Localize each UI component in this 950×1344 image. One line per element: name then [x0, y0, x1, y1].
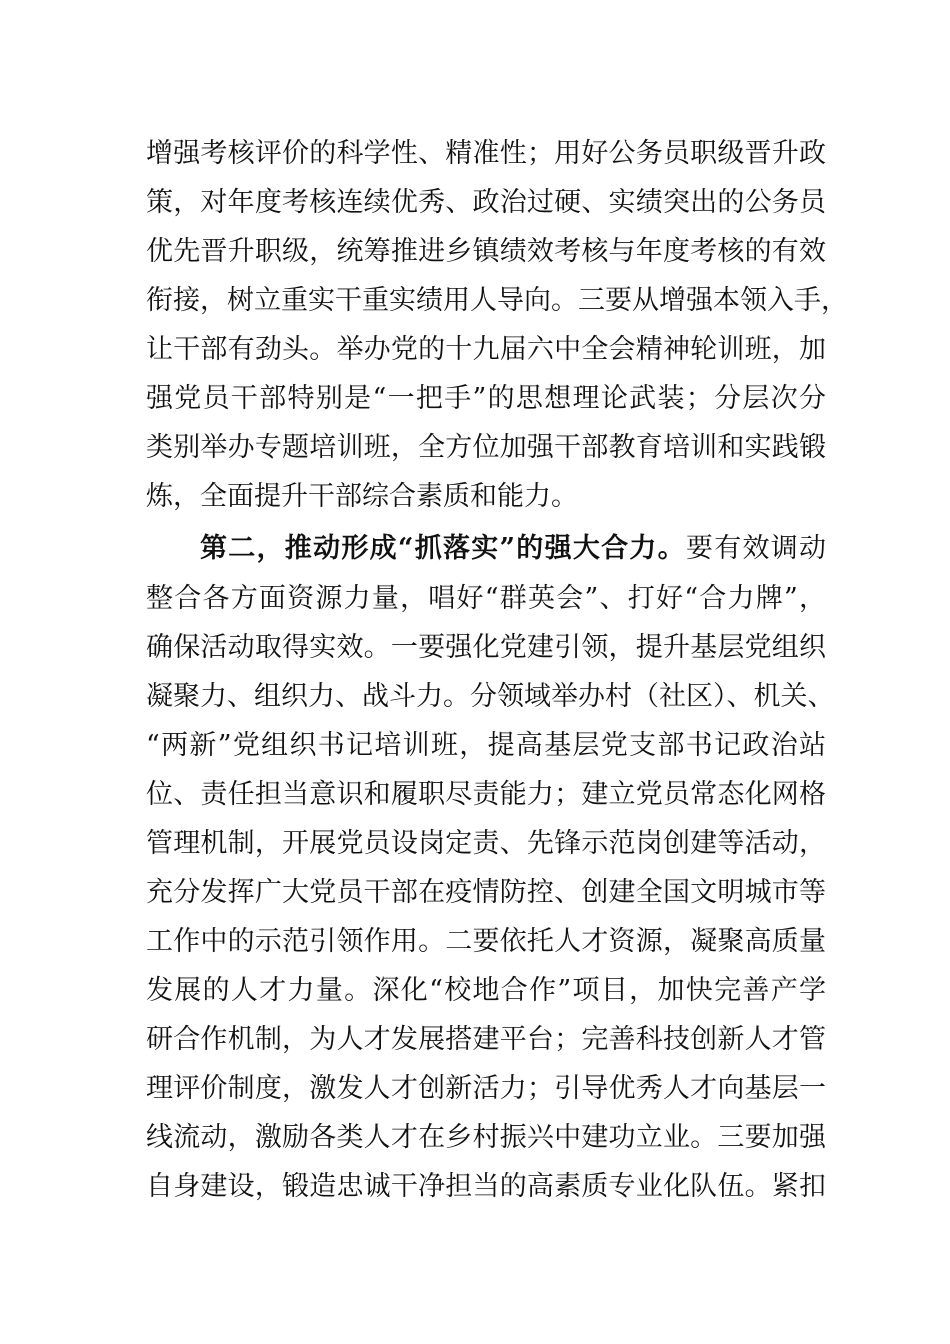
text-line: 位、责任担当意识和履职尽责能力；建立党员常态化网格 — [146, 779, 826, 810]
section-heading: 第二，推动形成“抓落实”的强大合力。 — [200, 533, 686, 564]
text-line: 工作中的示范引领作用。二要依托人才资源，凝聚高质量 — [146, 926, 826, 957]
text-line: 确保活动取得实效。一要强化党建引领，提升基层党组织 — [146, 632, 826, 663]
text-line: “两新”党组织书记培训班，提高基层党支部书记政治站 — [146, 730, 826, 761]
text-line: 凝聚力、组织力、战斗力。分领域举办村（社区）、机关、 — [146, 681, 835, 712]
text-line: 充分发挥广大党员干部在疫情防控、创建全国文明城市等 — [146, 877, 826, 908]
text-line: 强党员干部特别是“一把手”的思想理论武装；分层次分 — [146, 383, 826, 414]
text-line: 优先晋升职级，统筹推进乡镇绩效考核与年度考核的有效 — [146, 236, 826, 267]
paragraph-heading-line — [200, 531, 826, 567]
text-line: 自身建设，锻造忠诚干净担当的高素质专业化队伍。紧扣 — [146, 1171, 826, 1202]
text-line: 线流动，激励各类人才在乡村振兴中建功立业。三要加强 — [146, 1122, 826, 1153]
text-line: 发展的人才力量。深化“校地合作”项目，加快完善产学 — [146, 975, 826, 1006]
text-line: 研合作机制，为人才发展搭建平台；完善科技创新人才管 — [146, 1024, 826, 1055]
text-line: 衔接，树立重实干重实绩用人导向。三要从增强本领入手， — [146, 285, 848, 316]
text-line: 增强考核评价的科学性、精准性；用好公务员职级晋升政 — [146, 138, 826, 169]
text-line: 管理机制，开展党员设岗定责、先锋示范岗创建等活动， — [146, 828, 826, 859]
text-line: 理评价制度，激发人才创新活力；引导优秀人才向基层一 — [146, 1073, 826, 1104]
text-line: 炼，全面提升干部综合素质和能力。 — [146, 481, 578, 512]
heading-line-text: 要有效调动 — [685, 533, 827, 564]
text-line: 让干部有劲头。举办党的十九届六中全会精神轮训班，加 — [146, 334, 826, 365]
text-line: 整合各方面资源力量，唱好“群英会”、打好“合力牌”， — [146, 583, 826, 614]
text-line: 类别举办专题培训班，全方位加强干部教育培训和实践锻 — [146, 432, 826, 463]
text-line: 策，对年度考核连续优秀、政治过硬、实绩突出的公务员 — [146, 187, 826, 218]
